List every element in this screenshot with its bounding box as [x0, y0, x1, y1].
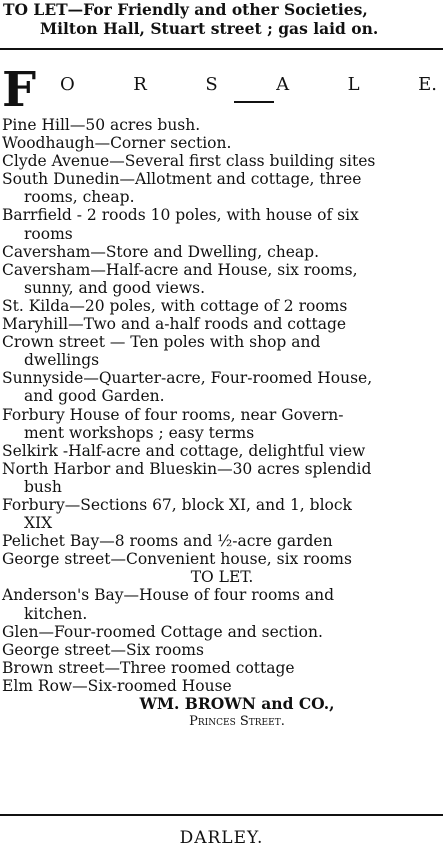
for-sale-heading — [2, 64, 441, 116]
to-let-line-2: Milton Hall, Stuart street ; gas laid on. — [40, 19, 379, 38]
to-let-notice — [0, 0, 443, 38]
heading-underline — [234, 101, 274, 103]
sale-entry: Caversham—Store and Dwelling, cheap. — [2, 242, 320, 261]
sale-entry: Pine Hill—50 acres bush. — [2, 116, 201, 134]
let-entry: George street—Six rooms — [2, 640, 204, 659]
sale-entry: Woodhaugh—Corner section. — [2, 134, 232, 153]
sale-entry: Maryhill—Two and a-half roods and cottage — [2, 315, 347, 334]
top-divider — [0, 48, 443, 50]
for-sale-letters — [60, 74, 437, 96]
agent-address: Princes Street. — [189, 714, 285, 730]
sale-entry: Selkirk -Half-acre and cottage, delightful view — [2, 441, 366, 460]
heading-letter: S — [205, 74, 218, 95]
heading-letter: E. — [418, 74, 437, 95]
sale-entry: Crown street — Ten poles with shop and dwellings — [2, 333, 321, 370]
bottom-divider — [0, 814, 443, 816]
sale-entry: Sunnyside—Quarter-acre, Four-roomed House, and good Garden. — [2, 369, 373, 406]
to-let-title: TO LET. — [190, 568, 254, 587]
for-sale-initial: F — [2, 62, 37, 118]
heading-letter: A — [276, 74, 290, 95]
agent-signature: WM. BROWN and CO., — [139, 694, 335, 713]
sale-entry: Clyde Avenue—Several first class building sites — [2, 152, 376, 171]
sale-entry: Caversham—Half-acre and House, six rooms, sunny, and good views. — [2, 260, 358, 297]
sale-entry: North Harbor and Blueskin—30 acres splendid bush — [2, 459, 372, 496]
sale-entry: Barrfield - 2 roods 10 poles, with house of six rooms — [2, 206, 359, 243]
sale-entry: St. Kilda—20 poles, with cottage of 2 rooms — [2, 296, 348, 315]
let-entry: Glen—Four-roomed Cottage and section. — [2, 622, 323, 641]
next-advert-heading: DARLEY. — [179, 828, 264, 848]
sale-entry: George street—Convenient house, six rooms — [2, 550, 352, 569]
to-let-line-1: TO LET—For Friendly and other Societies, — [3, 0, 368, 19]
listings — [2, 116, 442, 731]
sale-entry: Forbury—Sections 67, block XI, and 1, block XIX — [2, 495, 352, 533]
sale-entry: South Dunedin—Allotment and cottage, three rooms, cheap. — [2, 170, 362, 207]
let-entry: Brown street—Three roomed cottage — [2, 658, 295, 677]
heading-letter: O — [60, 74, 75, 95]
let-entry: Elm Row—Six-roomed House — [2, 676, 232, 695]
sale-entry: Forbury House of four rooms, near Govern- ment workshops ; easy terms — [2, 405, 344, 442]
heading-letter: L — [347, 74, 360, 95]
heading-letter: R — [133, 74, 147, 95]
sale-entry: Pelichet Bay—8 rooms and ½-acre garden — [2, 532, 333, 551]
let-entry: Anderson's Bay—House of four rooms and kitchen. — [2, 586, 335, 623]
